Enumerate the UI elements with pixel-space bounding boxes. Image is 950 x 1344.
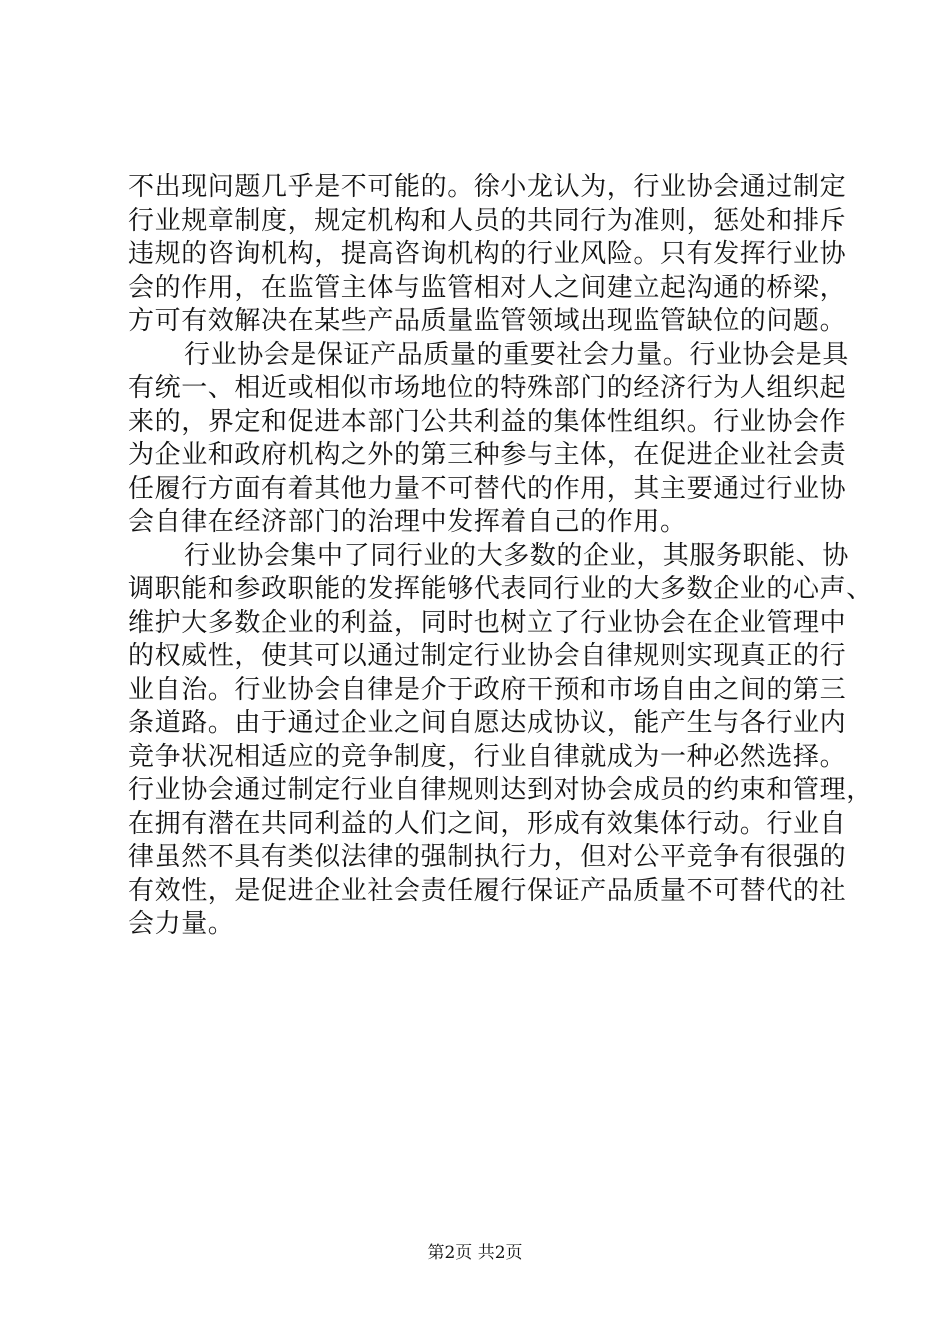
document-body	[128, 171, 873, 942]
text-line: 行业协会是保证产品质量的重要社会力量。行业协会是具	[184, 339, 850, 370]
text-line: 有统一、相近或相似市场地位的特殊部门的经济行为人组织起	[128, 373, 847, 403]
text-line: 在拥有潜在共同利益的人们之间，形成有效集体行动。行业自	[128, 808, 847, 839]
text-line: 会的作用，在监管主体与监管相对人之间建立起沟通的桥梁，	[128, 272, 847, 303]
text-line: 竞争状况相适应的竞争制度，行业自律就成为一种必然选择。	[128, 741, 847, 772]
paragraph-2	[128, 339, 850, 540]
text-line: 行业协会通过制定行业自律规则达到对协会成员的约束和管理，	[128, 775, 873, 805]
text-line: 行业规章制度，规定机构和人员的共同行为准则，惩处和排斥	[128, 205, 847, 236]
text-line: 的权威性，使其可以通过制定行业协会自律规则实现真正的行	[128, 641, 847, 671]
text-line: 条道路。由于通过企业之间自愿达成协议，能产生与各行业内	[128, 708, 847, 738]
text-line: 违规的咨询机构，提高咨询机构的行业风险。只有发挥行业协	[128, 239, 847, 269]
paragraph-3	[128, 540, 873, 942]
text-line: 方可有效解决在某些产品质量监管领域出现监管缺位的问题。	[128, 306, 847, 336]
text-line: 来的，界定和促进本部门公共利益的集体性组织。行业协会作	[128, 406, 847, 437]
text-line: 任履行方面有着其他力量不可替代的作用，其主要通过行业协	[128, 473, 847, 504]
text-line: 为企业和政府机构之外的第三种参与主体，在促进企业社会责	[128, 440, 847, 470]
paragraph-1	[128, 171, 847, 339]
text-line: 不出现问题几乎是不可能的。徐小龙认为，行业协会通过制定	[128, 172, 847, 202]
text-line: 业自治。行业协会自律是介于政府干预和市场自由之间的第三	[128, 674, 847, 705]
text-line: 维护大多数企业的利益，同时也树立了行业协会在企业管理中	[128, 607, 847, 638]
text-line: 律虽然不具有类似法律的强制执行力，但对公平竞争有很强的	[128, 842, 847, 872]
page-number-footer: 第2页 共2页	[427, 1243, 523, 1263]
text-line: 会力量。	[128, 909, 235, 939]
text-line: 会自律在经济部门的治理中发挥着自己的作用。	[128, 507, 687, 537]
text-line: 调职能和参政职能的发挥能够代表同行业的大多数企业的心声、	[128, 574, 873, 604]
text-line: 有效性，是促进企业社会责任履行保证产品质量不可替代的社	[128, 875, 847, 906]
text-line: 行业协会集中了同行业的大多数的企业，其服务职能、协	[184, 540, 850, 571]
